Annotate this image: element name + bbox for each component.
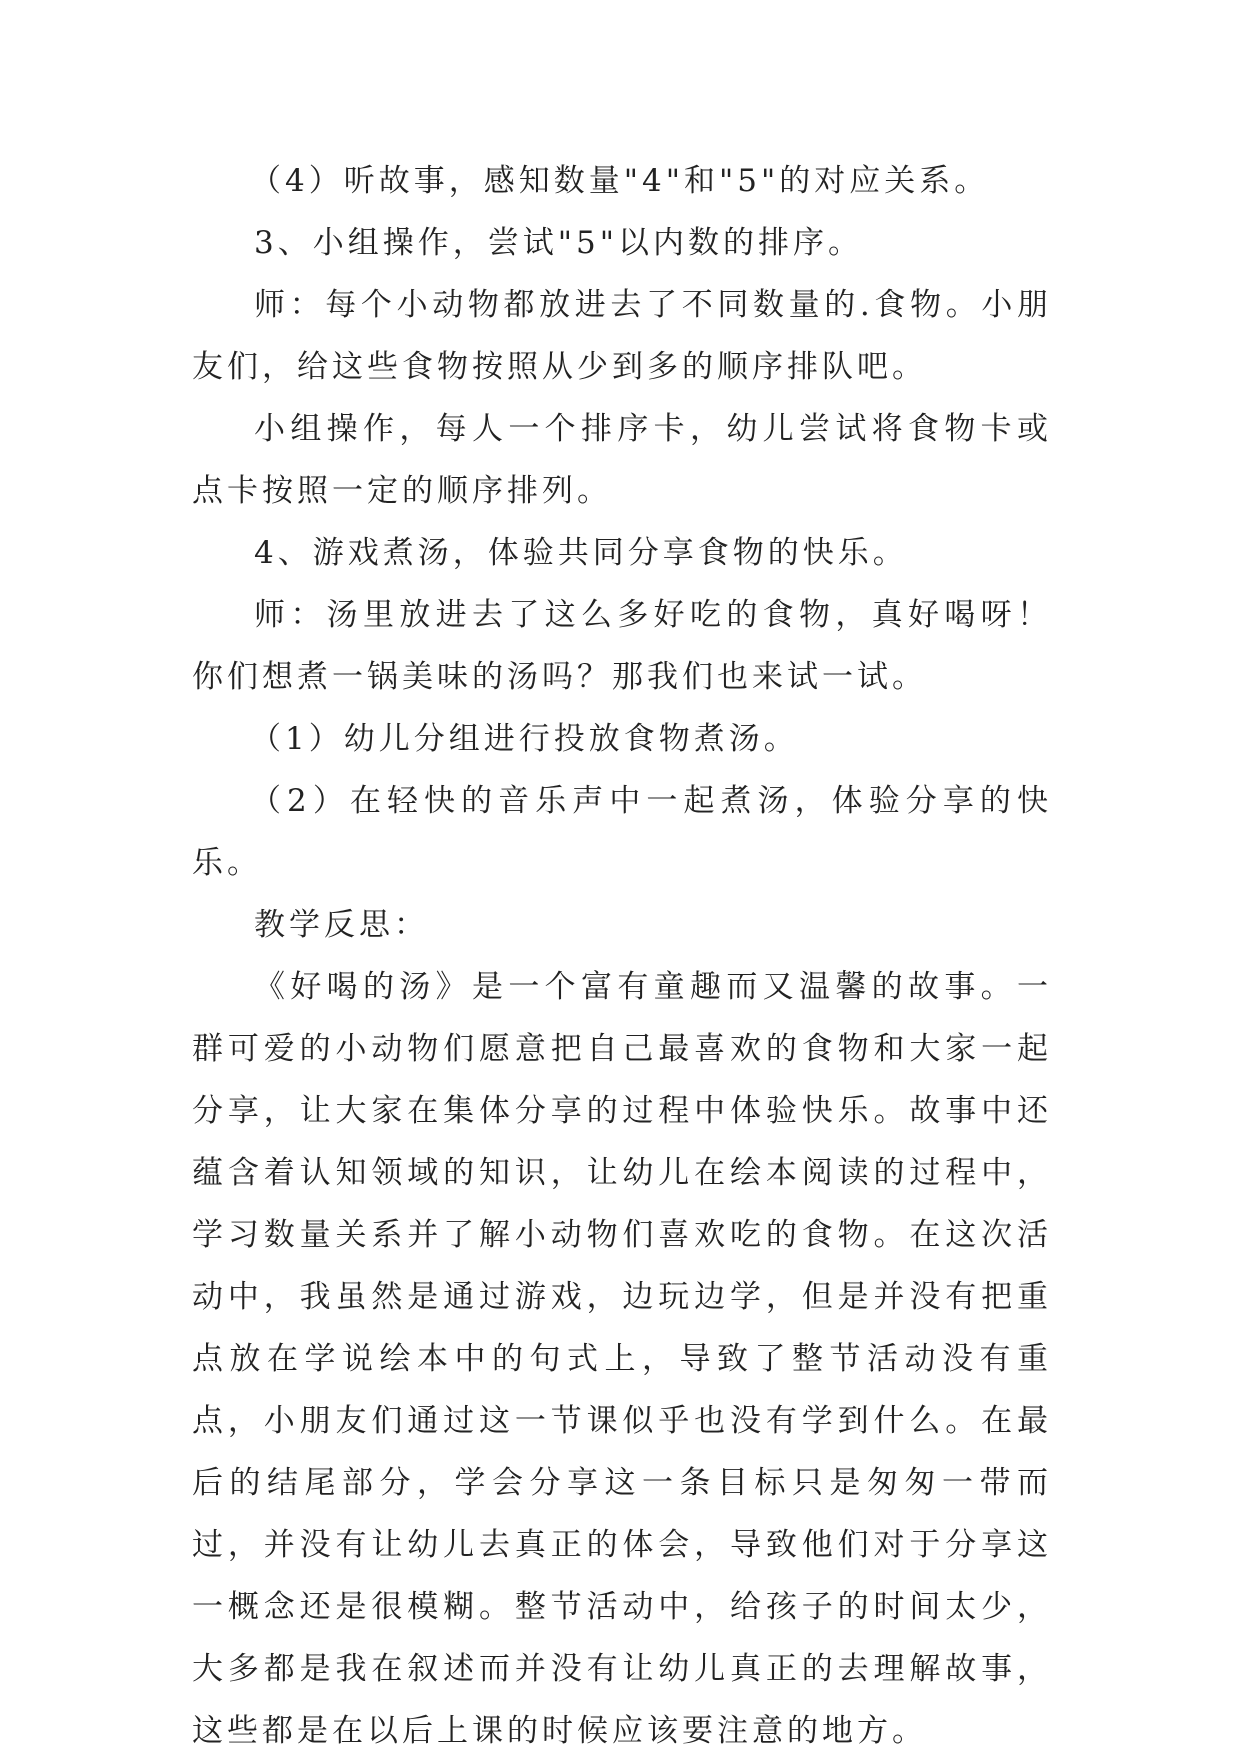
- paragraph-step-3-heading: 3、小组操作，尝试"5"以内数的排序。: [254, 225, 863, 261]
- paragraph-substep-1: （1）幼儿分组进行投放食物煮汤。: [250, 721, 799, 757]
- paragraph-step-4-heading: 4、游戏煮汤，体验共同分享食物的快乐。: [254, 535, 908, 571]
- document-body: [192, 150, 1052, 1762]
- paragraph-substep-2: （2）在轻快的音乐声中一起煮汤，体验分享的快乐。: [192, 783, 1052, 881]
- paragraph-reflection-body: 《好喝的汤》是一个富有童趣而又温馨的故事。一群可爱的小动物们愿意把自己最喜欢的食物和大家一起分享，让大家在集体分享的过程中体验快乐。故事中还蕴含着认知领域的知识，让幼儿在绘本阅读的过程中，学习数量关系并了解小动物们喜欢吃的食物。在这次活动中，我虽然是通过游戏，边玩边学，但是并没有把重点放在学说绘本中的句式上，导致了整节活动没有重点，小朋友们通过这一节课似乎也没有学到什么。在最后的结尾部分，学会分享这一条目标只是匆匆一带而过，并没有让幼儿去真正的体会，导致他们对于分享这一概念还是很模糊。整节活动中，给孩子的时间太少，大多都是我在叙述而并没有让幼儿真正的去理解故事，这些都是在以后上课的时候应该要注意的地方。: [192, 969, 1052, 1749]
- paragraph-story-step-4: （4）听故事，感知数量"4"和"5"的对应关系。: [250, 163, 990, 199]
- paragraph-reflection-heading: 教学反思：: [254, 907, 429, 943]
- paragraph-group-operation: 小组操作，每人一个排序卡，幼儿尝试将食物卡或点卡按照一定的顺序排列。: [192, 411, 1052, 509]
- paragraph-teacher-soup: 师：汤里放进去了这么多好吃的食物，真好喝呀！你们想煮一锅美味的汤吗？那我们也来试一试。: [192, 597, 1052, 695]
- paragraph-teacher-instruction: 师：每个小动物都放进去了不同数量的.食物。小朋友们，给这些食物按照从少到多的顺序排队吧。: [192, 287, 1052, 385]
